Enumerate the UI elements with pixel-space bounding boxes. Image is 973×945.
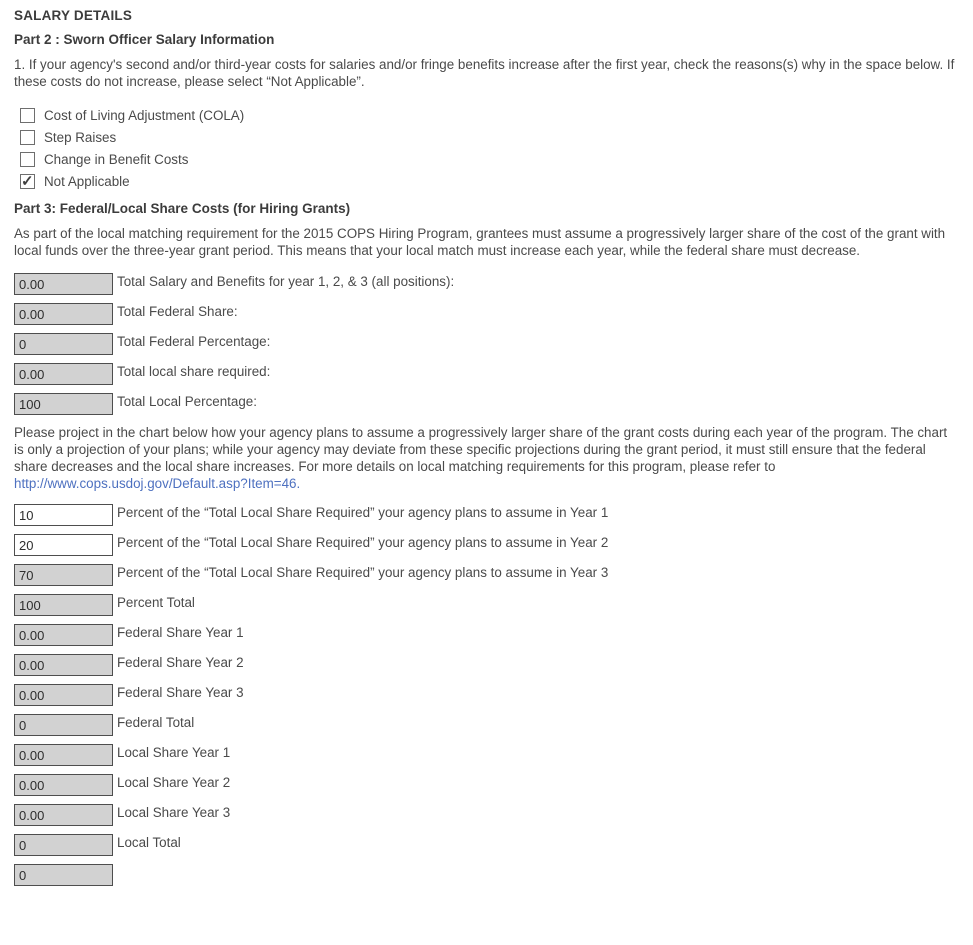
checkbox-row-cola[interactable]	[20, 104, 963, 126]
local-share-year2-label: Local Share Year 2	[117, 775, 231, 790]
total-salary-benefits-label: Total Salary and Benefits for year 1, 2, & 3 (all positions):	[117, 274, 455, 289]
federal-share-year3-label: Federal Share Year 3	[117, 685, 244, 700]
total-federal-share-label: Total Federal Share:	[117, 304, 238, 319]
federal-share-year1-input[interactable]	[14, 624, 113, 646]
field-row-local-share-year1	[14, 744, 963, 766]
step-raises-checkbox-icon[interactable]	[20, 130, 35, 145]
field-row-total-local-share	[14, 363, 963, 385]
field-row-percent-year1	[14, 504, 963, 526]
share-summary-fields	[14, 273, 963, 415]
field-row-percent-year2	[14, 534, 963, 556]
total-local-share-required-input[interactable]	[14, 363, 113, 385]
field-row-federal-share-year3	[14, 684, 963, 706]
cops-matching-requirements-link[interactable]: http://www.cops.usdoj.gov/Default.asp?Item=46	[14, 476, 297, 491]
projection-instructions-suffix: .	[296, 476, 301, 491]
part2-instructions: 1. If your agency's second and/or third-year costs for salaries and/or fringe benefits increase after the first year, check the reasons(s) why in the space below. If these costs do not increase, please select “Not Applicable”.	[14, 57, 955, 89]
local-total-label: Local Total	[117, 835, 181, 850]
local-share-year3-label: Local Share Year 3	[117, 805, 231, 820]
projection-instructions	[14, 424, 960, 492]
unlabeled-total-input[interactable]	[14, 864, 113, 886]
local-share-percent-year2-input[interactable]	[14, 534, 113, 556]
total-federal-percentage-input[interactable]	[14, 333, 113, 355]
field-row-total-salary	[14, 273, 963, 295]
reason-checkbox-list	[20, 104, 963, 192]
local-share-percent-year3-input[interactable]	[14, 564, 113, 586]
page-title: SALARY DETAILS	[14, 8, 133, 23]
federal-share-year2-label: Federal Share Year 2	[117, 655, 244, 670]
local-share-year1-input[interactable]	[14, 744, 113, 766]
part3-intro: As part of the local matching requirement for the 2015 COPS Hiring Program, grantees must assume a progressively larger share of the cost of the grant with local funds over the three-year grant period. This means that your local match must increase each year, while the federal share must decrease.	[14, 226, 946, 258]
total-local-share-required-label: Total local share required:	[117, 364, 271, 379]
cola-checkbox-icon[interactable]	[20, 108, 35, 123]
field-row-federal-share-year2	[14, 654, 963, 676]
field-row-local-share-year3	[14, 804, 963, 826]
checkbox-row-not-applicable[interactable]	[20, 170, 963, 192]
local-share-year3-input[interactable]	[14, 804, 113, 826]
local-share-year1-label: Local Share Year 1	[117, 745, 231, 760]
not-applicable-checkbox-icon[interactable]	[20, 174, 35, 189]
checkbox-row-benefit-costs[interactable]	[20, 148, 963, 170]
percent-total-input[interactable]	[14, 594, 113, 616]
field-row-total-federal-share	[14, 303, 963, 325]
federal-share-year1-label: Federal Share Year 1	[117, 625, 244, 640]
benefit-costs-checkbox-label: Change in Benefit Costs	[44, 151, 189, 167]
projection-instructions-text: Please project in the chart below how your agency plans to assume a progressively larger share of the grant costs during each year of the program. The chart is only a projection of your plans; while your agency may deviate from these specific projections during the grant period, it must still ensure that the federal share decreases and the local share increases. For more details on local matching requirements for this program, please refer to	[14, 425, 948, 474]
percent-total-label: Percent Total	[117, 595, 195, 610]
total-federal-share-input[interactable]	[14, 303, 113, 325]
federal-share-year3-input[interactable]	[14, 684, 113, 706]
not-applicable-checkbox-label: Not Applicable	[44, 173, 130, 189]
benefit-costs-checkbox-icon[interactable]	[20, 152, 35, 167]
share-projection-fields	[14, 624, 963, 886]
total-salary-benefits-input[interactable]	[14, 273, 113, 295]
step-raises-checkbox-label: Step Raises	[44, 129, 117, 145]
field-row-percent-total	[14, 594, 963, 616]
local-total-input[interactable]	[14, 834, 113, 856]
local-share-percent-year3-label: Percent of the “Total Local Share Required” your agency plans to assume in Year 3	[117, 565, 609, 580]
checkbox-row-step-raises[interactable]	[20, 126, 963, 148]
field-row-federal-total	[14, 714, 963, 736]
federal-total-label: Federal Total	[117, 715, 195, 730]
part3-heading: Part 3: Federal/Local Share Costs (for Hiring Grants)	[14, 201, 351, 216]
total-federal-percentage-label: Total Federal Percentage:	[117, 334, 271, 349]
local-share-year2-input[interactable]	[14, 774, 113, 796]
field-row-local-total	[14, 834, 963, 856]
part2-heading: Part 2 : Sworn Officer Salary Information	[14, 32, 275, 47]
field-row-percent-year3	[14, 564, 963, 586]
field-row-unlabeled-total	[14, 864, 963, 886]
field-row-total-local-percentage	[14, 393, 963, 415]
local-share-percent-year1-input[interactable]	[14, 504, 113, 526]
field-row-federal-share-year1	[14, 624, 963, 646]
cola-checkbox-label: Cost of Living Adjustment (COLA)	[44, 107, 245, 123]
local-share-percent-year2-label: Percent of the “Total Local Share Required” your agency plans to assume in Year 2	[117, 535, 609, 550]
local-share-percent-year1-label: Percent of the “Total Local Share Required” your agency plans to assume in Year 1	[117, 505, 609, 520]
total-local-percentage-label: Total Local Percentage:	[117, 394, 257, 409]
percent-projection-fields	[14, 504, 963, 616]
federal-share-year2-input[interactable]	[14, 654, 113, 676]
federal-total-input[interactable]	[14, 714, 113, 736]
total-local-percentage-input[interactable]	[14, 393, 113, 415]
field-row-local-share-year2	[14, 774, 963, 796]
field-row-total-federal-percentage	[14, 333, 963, 355]
